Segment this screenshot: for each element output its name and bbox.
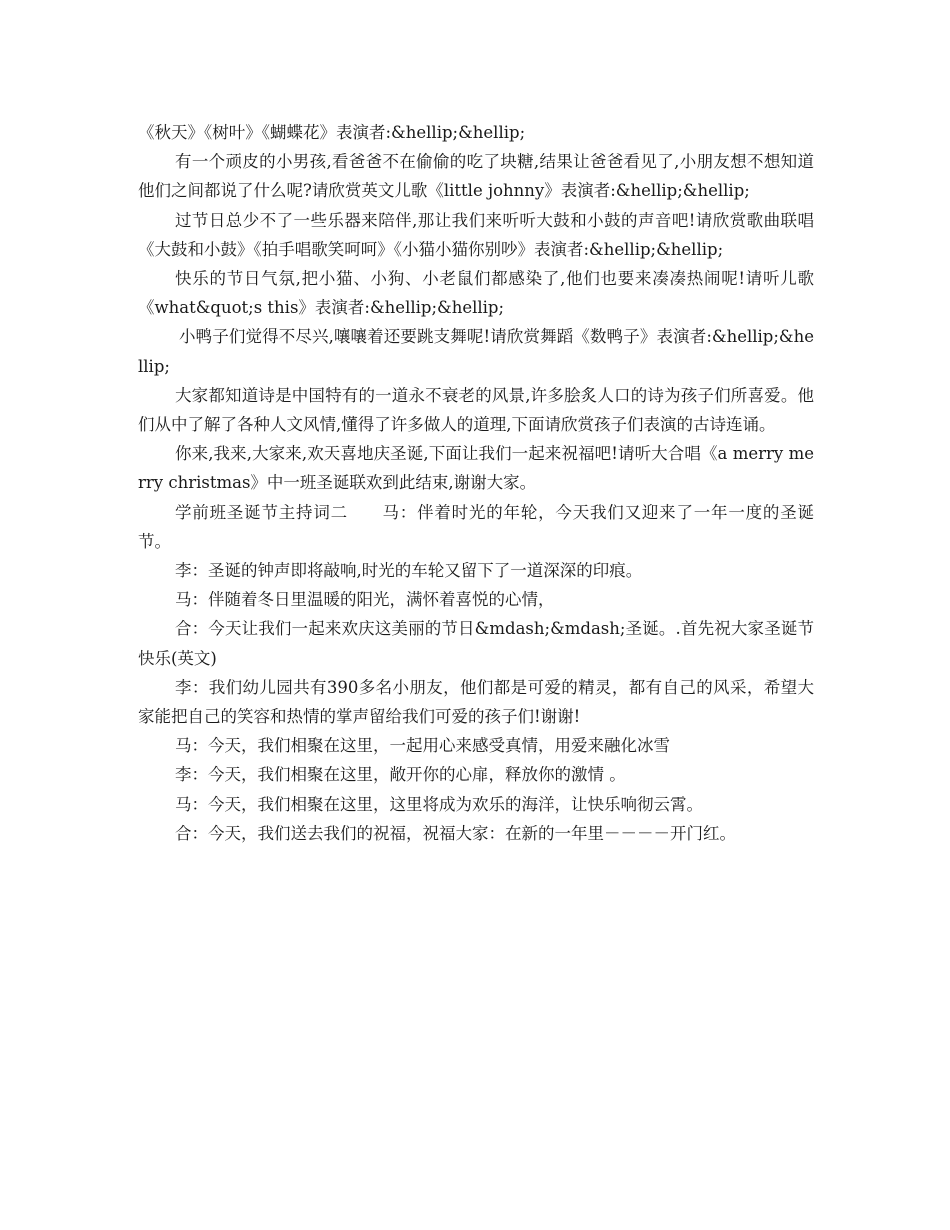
paragraph-performers-autumn: 《秋天》《树叶》《蝴蝶花》表演者:&hellip;&hellip; (138, 123, 526, 142)
paragraph-ma-gather-one: 马：今天，我们相聚在这里，一起用心来感受真情，用爱来融化冰雪 (175, 736, 670, 756)
paragraph-li-bells: 李：圣诞的钟声即将敲响,时光的车轮又留下了一道深深的印痕。 (175, 561, 643, 581)
document-page (138, 118, 814, 848)
paragraph-merry-christmas: 你来,我来,大家来,欢天喜地庆圣诞,下面让我们一起来祝福吧!请听大合唱《a merry merry christmas》中一班圣诞联欢到此结束,谢谢大家。 (138, 444, 814, 493)
paragraph-together-celebrate: 合：今天让我们一起来欢庆这美丽的节日&mdash;&mdash;圣诞。.首先祝大家圣诞节快乐(英文) (138, 619, 814, 668)
paragraph-drums-medley: 过节日总少不了一些乐器来陪伴,那让我们来听听大鼓和小鼓的声音吧!请欣赏歌曲联唱《大鼓和小鼓》《拍手唱歌笑呵呵》《小猫小猫你别吵》表演者:&hellip;&hellip; (138, 210, 814, 259)
paragraph-little-johnny: 有一个顽皮的小男孩,看爸爸不在偷偷的吃了块糖,结果让爸爸看见了,小朋友想不想知道他们之间都说了什么呢?请欣赏英文儿歌《little johnny》表演者:&hellip;&hellip; (138, 152, 814, 201)
paragraph-ma-sunshine: 马：伴随着冬日里温暖的阳光，满怀着喜悦的心情， (175, 590, 555, 610)
paragraph-li-gather: 李：今天，我们相聚在这里，敞开你的心扉，释放你的激情 。 (175, 765, 626, 785)
paragraph-counting-ducks: 小鸭子们觉得不尽兴,嚷嚷着还要跳支舞呢!请欣赏舞蹈《数鸭子》表演者:&hellip;&hellip; (138, 327, 814, 376)
paragraph-ma-gather-two: 马：今天，我们相聚在这里，这里将成为欢乐的海洋，让快乐响彻云霄。 (175, 794, 703, 814)
paragraph-host-script-two: 学前班圣诞节主持词二 马：伴着时光的年轮，今天我们又迎来了一年一度的圣诞节。 (138, 502, 814, 551)
paragraph-ancient-poems: 大家都知道诗是中国特有的一道永不衰老的风景,许多脍炙人口的诗为孩子们所喜爱。他们从中了解了各种人文风情,懂得了许多做人的道理,下面请欣赏孩子们表演的古诗连诵。 (138, 385, 814, 435)
paragraph-together-blessing: 合：今天，我们送去我们的祝福，祝福大家：在新的一年里－－－－开门红。 (175, 823, 736, 843)
paragraph-whats-this: 快乐的节日气氛,把小猫、小狗、小老鼠们都感染了,他们也要来凑凑热闹呢!请听儿歌《what&quot;s this》表演者:&hellip;&hellip; (138, 269, 814, 318)
paragraph-li-kindergarten: 李：我们幼儿园共有390多名小朋友，他们都是可爱的精灵，都有自己的风采，希望大家能把自己的笑容和热情的掌声留给我们可爱的孩子们!谢谢! (138, 677, 814, 727)
